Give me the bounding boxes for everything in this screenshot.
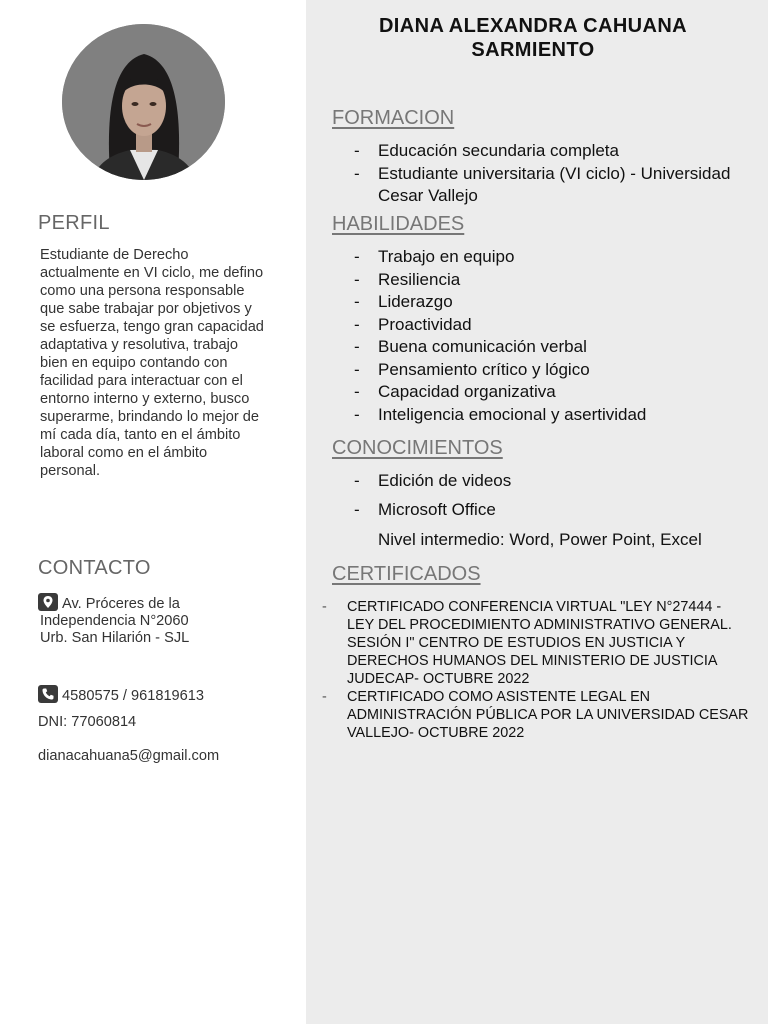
address-line-1: Av. Próceres de la [62, 596, 180, 612]
certificados-heading: CERTIFICADOS [332, 563, 481, 585]
address-line-3: Urb. San Hilarión - SJL [40, 630, 190, 646]
list-item: - Buena comunicación verbal [354, 336, 754, 359]
list-item: - Trabajo en equipo [354, 246, 754, 269]
contacto-heading: CONTACTO [38, 557, 151, 579]
habilidades-list [354, 246, 754, 426]
address [38, 593, 180, 613]
list-item: - Edición de videos [354, 471, 511, 491]
profile-photo [62, 24, 225, 180]
list-item: - Microsoft Office [354, 500, 496, 520]
perfil-heading: PERFIL [38, 212, 110, 234]
list-item: - Liderazgo [354, 291, 754, 314]
formacion-heading: FORMACION [332, 107, 455, 129]
phone-icon [38, 685, 58, 703]
list-item: - CERTIFICADO COMO ASISTENTE LEGAL EN ADMINISTRACIÓN PÚBLICA POR LA UNIVERSIDAD CESAR VALLEJO- OCTUBRE 2022 [322, 688, 752, 742]
dni: DNI: 77060814 [38, 714, 137, 730]
list-item: - Proactividad [354, 314, 754, 337]
address-line-2: Independencia N°2060 [40, 613, 189, 629]
list-item: - Inteligencia emocional y asertividad [354, 404, 754, 427]
name-line-2: SARMIENTO [471, 39, 595, 61]
name-line-1: DIANA ALEXANDRA CAHUANA [378, 15, 688, 37]
habilidades-heading: HABILIDADES [332, 213, 465, 235]
conocimientos-heading: CONOCIMIENTOS [332, 437, 503, 459]
list-item: - CERTIFICADO CONFERENCIA VIRTUAL "LEY N°27444 - LEY DEL PROCEDIMIENTO ADMINISTRATIVO GENERAL. SESIÓN I" CENTRO DE ESTUDIOS EN JUSTICIA Y DERECHOS HUMANOS DEL MINISTERIO DE JUSTICIA JUDECAP- OCTUBRE 2022 [322, 598, 752, 688]
list-item: - Resiliencia [354, 269, 754, 292]
certificados-list [322, 598, 752, 742]
formacion-list [354, 140, 754, 208]
list-item: - Estudiante universitaria (VI ciclo) - Universidad Cesar Vallejo [354, 163, 754, 208]
left-sidebar [0, 0, 306, 1024]
location-pin-icon [38, 593, 58, 611]
phone-number: 4580575 / 961819613 [62, 688, 205, 704]
email: dianacahuana5@gmail.com [38, 748, 220, 764]
phone [38, 685, 204, 705]
perfil-text: Estudiante de Derecho actualmente en VI ciclo, me defino como una persona responsable que sabe trabajar por objetivos y se esfuerza, tengo gran capacidad adaptativa y resolutiva, trabajo bien en equipo contando con facilidad para interactuar con el entorno interno y externo, busco superarme, brindando lo mejor de mí cada día, tanto en el ámbito laboral como en el ámbito personal. [40, 247, 264, 479]
knowledge-note: Nivel intermedio: Word, Power Point, Excel [378, 530, 702, 549]
list-item: - Pensamiento crítico y lógico [354, 359, 754, 382]
list-item: - Educación secundaria completa [354, 140, 754, 163]
list-item: - Capacidad organizativa [354, 381, 754, 404]
full-name [306, 14, 760, 62]
